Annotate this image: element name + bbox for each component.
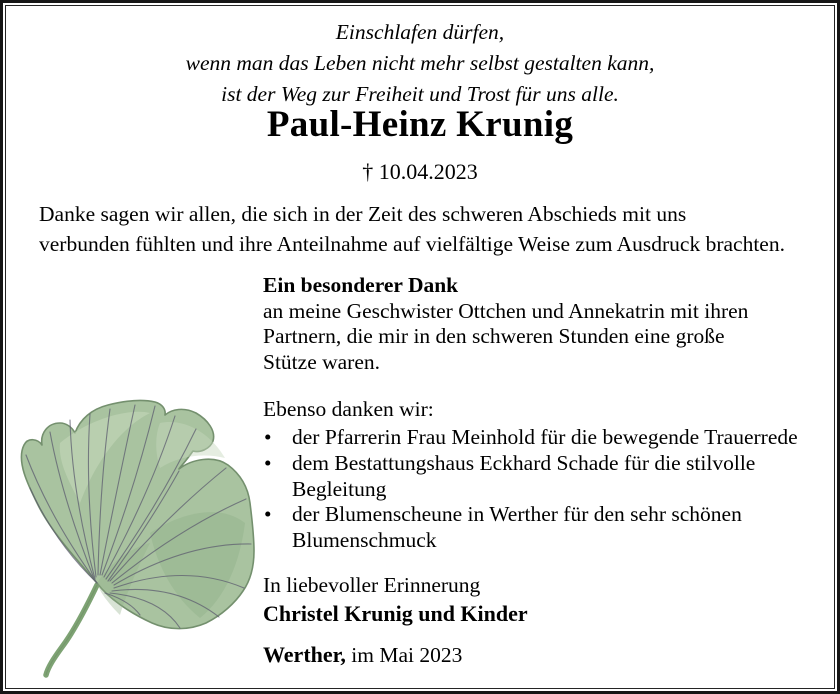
thanks-paragraph bbox=[39, 200, 835, 259]
thanks-paragraph-line: Danke sagen wir allen, die sich in der Zeit des schweren Abschieds mit uns bbox=[39, 202, 687, 226]
also-thanks-list bbox=[261, 425, 827, 554]
list-item: • der Pfarrerin Frau Meinhold für die bewegende Trauerrede bbox=[261, 425, 827, 451]
special-thanks-block bbox=[263, 273, 748, 375]
closing-block bbox=[263, 571, 528, 628]
deceased-name: Paul-Heinz Krunig bbox=[266, 104, 574, 145]
special-thanks-line: an meine Geschwister Ottchen und Annekatrin mit ihren bbox=[263, 298, 749, 323]
special-thanks-heading: Ein besonderer Dank bbox=[263, 273, 459, 297]
death-date: † 10.04.2023 bbox=[362, 159, 478, 184]
epigraph-line: wenn man das Leben nicht mehr selbst gestalten kann, bbox=[185, 51, 655, 75]
list-item: • der Blumenscheune in Werther für den sehr schönen Blumenschmuck bbox=[261, 502, 827, 554]
ginkgo-leaf-watercolor-icon bbox=[0, 383, 280, 694]
special-thanks-line: Partnern, die mir in den schweren Stunden eine große bbox=[263, 324, 725, 349]
special-thanks-line: Stütze waren. bbox=[263, 349, 381, 374]
memory-line: In liebevoller Erinnerung bbox=[263, 573, 481, 597]
list-item: • dem Bestattungshaus Eckhard Schade für die stilvolle Begleitung bbox=[261, 451, 827, 503]
family-signature: Christel Krunig und Kinder bbox=[263, 600, 528, 626]
also-thanks-heading: Ebenso danken wir: bbox=[263, 397, 434, 421]
thanks-paragraph-line: verbunden fühlten und ihre Anteilnahme auf vielfältige Weise zum Ausdruck brachten. bbox=[39, 231, 785, 256]
epigraph-verse bbox=[0, 17, 840, 110]
epigraph-line: Einschlafen dürfen, bbox=[335, 20, 505, 44]
place-label: Werther, bbox=[263, 642, 346, 667]
month-label: im Mai 2023 bbox=[351, 643, 463, 667]
epigraph-line: ist der Weg zur Freiheit und Trost für uns alle. bbox=[221, 82, 619, 106]
place-date-line bbox=[263, 641, 462, 669]
